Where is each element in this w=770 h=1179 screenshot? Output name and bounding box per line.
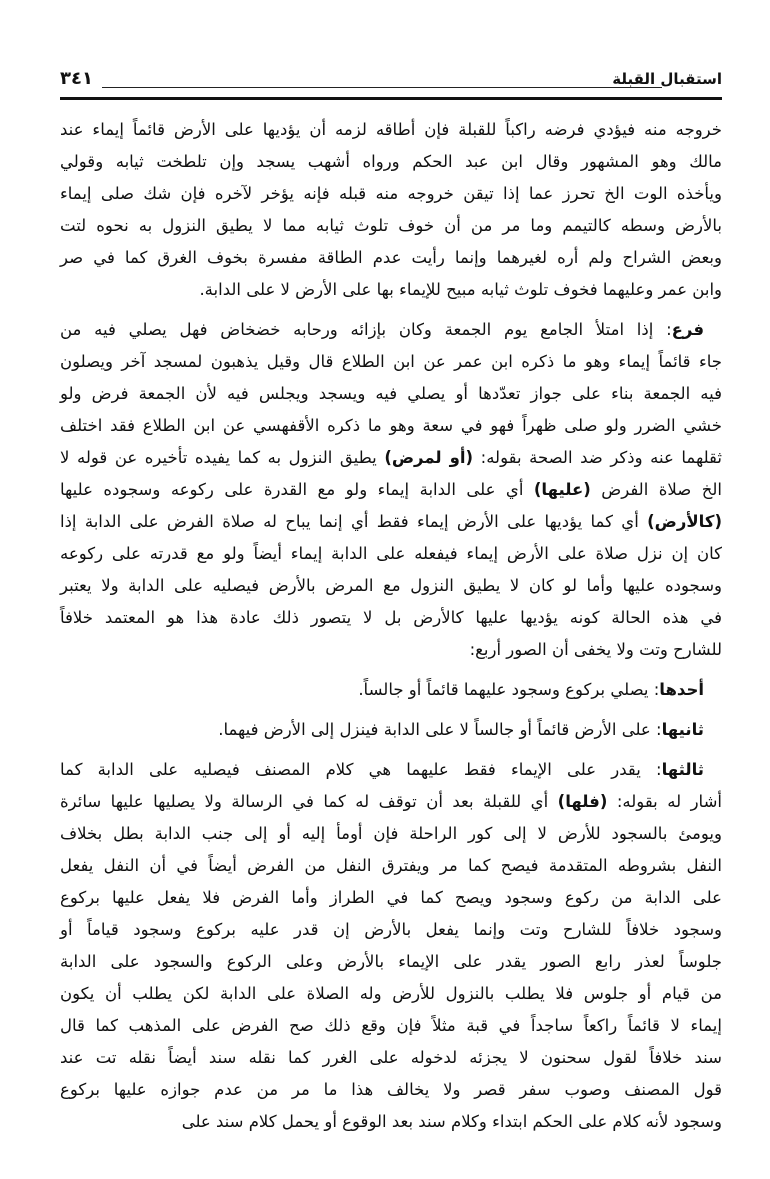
text-segment: بالأرض وسطه كالتيمم وما مر من أن خوف تلوث ثيابه مما لا يطيق النزول به نحوه لتت (60, 216, 722, 235)
text-segment: على الدابة من ركوع وسجود ويصح كما في الطراز وأما الفرض فلا يفعل عليها بركوع (60, 888, 722, 907)
text-segment: : يصلي بركوع وسجود عليهما قائماً أو جالساً. (358, 680, 660, 699)
text-line (60, 754, 722, 786)
text-line (60, 474, 722, 506)
text-line (60, 674, 722, 706)
header-divider (102, 87, 662, 88)
text-line (60, 146, 722, 178)
text-segment: أشار له بقوله: (607, 792, 722, 811)
text-segment: أي كما يؤديها على الأرض إيماء فقط أي إنما يباح له صلاة الفرض على الدابة إذا (60, 512, 648, 531)
chapter-title: استقبال القبلة (612, 70, 722, 88)
text-segment: وبعض الشراح ولم أره لغيرهما وإنما رأيت عدم الطاقة مفسرة بخوف الغرق كما في صر (60, 248, 722, 267)
text-segment: ويأخذه الوت الخ تحرز عما إذا تيقن خروجه منه قبله فإنه يؤخر لآخره فإن شك صلى إيماء (60, 184, 722, 203)
text-segment: الخ صلاة الفرض (590, 480, 722, 499)
text-line (60, 850, 722, 882)
text-segment: إيماء لا قائماً راكعاً ساجداً في قبة مثلاً فإن وقع ذلك صح الفرض على المذهب كما قال (60, 1016, 722, 1035)
bold-term: أحدها (659, 680, 704, 699)
bold-term: (كالأرض) (647, 512, 722, 531)
text-segment: جلوساً لعذر رابع الصور يقدر على الإيماء بالأرض وعلى الركوع والسجود على الدابة (60, 952, 722, 971)
text-line (60, 274, 722, 306)
text-segment: : على الأرض قائماً أو جالساً لا على الدابة فينزل إلى الأرض فيهما. (218, 720, 662, 739)
paragraph (60, 674, 722, 706)
text-line (60, 634, 722, 666)
paragraph (60, 314, 722, 666)
text-segment: خروجه منه فيؤدي فرضه راكباً للقبلة فإن أطاقه لزمه أن يؤديها على الأرض قائماً إيماء عند (60, 120, 722, 139)
text-line (60, 114, 722, 146)
text-segment: ثقلهما عنه وذكر ضد الصحة بقوله: (473, 448, 722, 467)
text-line (60, 570, 722, 602)
text-segment: مالك وهو المشهور وقال ابن عبد الحكم ورواه أشهب يسجد وإن تلطخت ثيابه وقولي (60, 152, 722, 171)
bold-term: (عليها) (533, 480, 591, 499)
paragraph (60, 714, 722, 746)
text-segment: ويومئ بالسجود للأرض لا إلى كور الراحلة فإن أومأ إليه أو إلى جنب الدابة بطل بخلاف (60, 824, 722, 843)
text-line (60, 818, 722, 850)
text-segment: وسجود لأنه كلام على الحكم ابتداء وكلام سند بعد الوقوع أو يحمل كلام سند على (181, 1112, 722, 1131)
text-segment: خشي الضرر ولو صلى ظهراً فهو في سعة وهو ما ذكره الأقفهسي عن ابن الطلاع فقد اختلف (60, 416, 722, 435)
page-number: ٣٤١ (60, 68, 93, 89)
text-line (60, 346, 722, 378)
text-line (60, 210, 722, 242)
text-line (60, 602, 722, 634)
text-line (60, 1010, 722, 1042)
text-segment: في هذه الحالة كونه يؤديها عليها كالأرض بل لا يتصور ذلك عادة هذا هو المعتمد خلافاً (60, 608, 722, 627)
page-body (60, 114, 722, 1138)
text-line (60, 1074, 722, 1106)
text-line (60, 314, 722, 346)
text-line (60, 978, 722, 1010)
paragraph (60, 114, 722, 306)
bold-term: ثالثها (661, 760, 704, 779)
text-line (60, 506, 722, 538)
text-segment: للشارح وتت ولا يخفى أن الصور أربع: (469, 640, 722, 659)
text-segment: : إذا امتلأ الجامع يوم الجمعة وكان بإزائه ورحابه خضخاض فهل يصلي فيه من (60, 320, 672, 339)
bold-term: فرع (671, 320, 704, 339)
text-segment: كان إن نزل صلاة على الأرض إيماء فيفعله على الدابة إيماء أيضاً ولو مع قدرته على ركوعه (60, 544, 722, 563)
text-line (60, 946, 722, 978)
text-segment: من قيام أو جلوس فلا يطلب بالنزول للأرض وله الصلاة على الدابة لكن يطلب أن يكون (60, 984, 722, 1003)
text-segment: : يقدر على الإيماء فقط عليهما هي كلام المصنف فيصليه على الدابة كما (60, 760, 662, 779)
text-line (60, 178, 722, 210)
text-line (60, 538, 722, 570)
text-segment: وسجوده عليها وأما لو كان لا يطيق النزول مع المرض بالأرض فيصليه على الدابة ولا يعتبر (60, 576, 722, 595)
text-line (60, 442, 722, 474)
bold-term: (فلها) (557, 792, 608, 811)
text-segment: سند خلافاً لقول سحنون لا يجزئه لدخوله على الغرر كما نقله سند أيضاً نقله تت عند (60, 1048, 722, 1067)
text-line (60, 914, 722, 946)
text-segment: أي على الدابة إيماء ولو مع القدرة على ركوعه وسجوده عليها (60, 480, 534, 499)
text-segment: النفل بشروطه المتقدمة فيصح كما مر ويفترق النفل من الفرض أيضاً في أن النفل يفعل (60, 856, 722, 875)
text-line (60, 410, 722, 442)
bold-term: ثانيها (661, 720, 704, 739)
text-line (60, 714, 722, 746)
text-line (60, 1042, 722, 1074)
text-segment: فيه الجمعة بناء على جواز تعدّدها أو يصلي فيه ويسجد ويجلس فيه لأن الجمعة فرض ولو (60, 384, 722, 403)
text-line (60, 882, 722, 914)
text-segment: وسجود خلافاً للشارح وتت وإنما يفعل بالأرض إن قدر عليه بركوع وسجود قياماً أو (60, 920, 722, 939)
text-segment: قول المصنف وصوب سفر قصر ولا يخالف هذا ما مر من عدم جوازه عليها بركوع (60, 1080, 722, 1099)
text-segment: أي للقبلة بعد أن توقف له كما في الرسالة ولا يصليها عليها سائرة (60, 792, 558, 811)
text-line (60, 786, 722, 818)
bold-term: (أو لمرض) (384, 448, 474, 467)
text-segment: جاء قائماً إيماء وهو ما ذكره ابن عمر عن ابن الطلاع قال وقيل يذهبون لمسجد آخر ويصلون (60, 352, 722, 371)
text-line (60, 242, 722, 274)
header-rule (60, 97, 722, 100)
text-segment: وابن عمر وعليهما فخوف تلوث ثيابه مبيح للإيماء بها على الأرض لا على الدابة. (199, 280, 722, 299)
text-line (60, 378, 722, 410)
text-line (60, 1106, 722, 1138)
paragraph (60, 754, 722, 1138)
text-segment: يطيق النزول به كما يفيده تأخيره عن قوله لا (60, 448, 385, 467)
running-header (60, 68, 722, 96)
